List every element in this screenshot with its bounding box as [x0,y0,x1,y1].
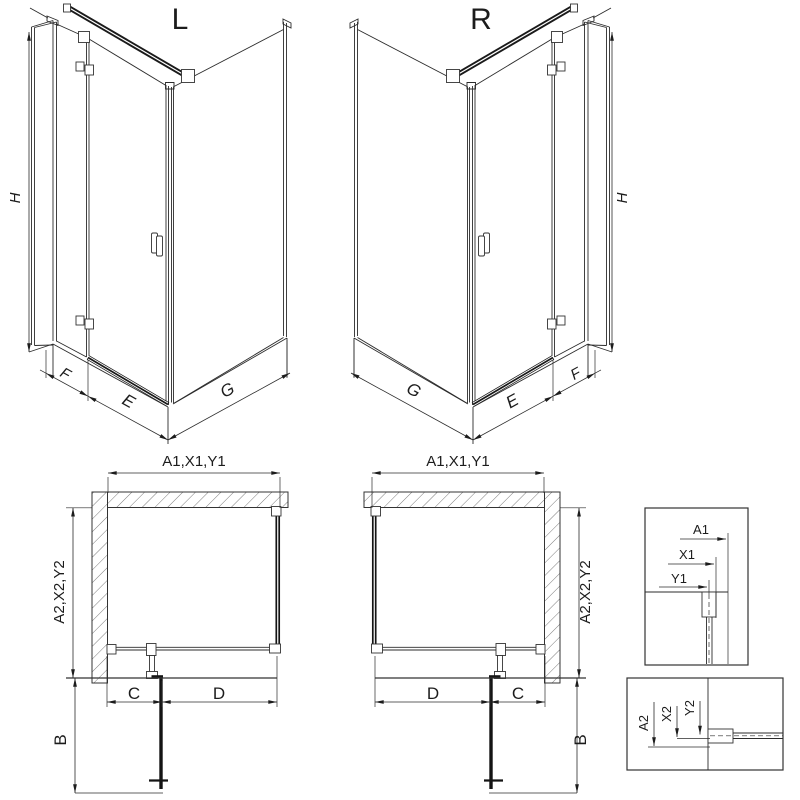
plan-left-a1-label: A1,X1,Y1 [162,453,226,470]
plan-right-top-wall [364,492,560,508]
plan-left-side-wall [92,492,108,683]
plan-left-b-label: B [51,734,70,746]
iso-left-title: L [171,3,189,36]
plan-right-d-label: D [426,684,440,703]
detail-depth-refs-box [627,678,783,770]
plan-right-view [364,453,594,793]
detail-a1-label: A1 [693,522,709,537]
iso-left-g-label: G [216,378,238,402]
iso-left-e-label: E [119,390,139,413]
iso-right-title: R [470,3,492,36]
detail-x1-label: X1 [679,547,695,562]
plan-right-side-wall [545,492,561,683]
iso-right-view [350,3,631,444]
plan-left-c-label: C [127,684,141,703]
plan-left-top-wall [92,492,288,508]
iso-geometry-left [29,4,291,444]
plan-left-view [51,453,288,793]
plan-left-a2-label: A2,X2,Y2 [51,560,68,624]
iso-right-f-label: F [567,364,584,384]
detail-width-refs-box [645,508,748,665]
iso-right-g-label: G [403,378,425,402]
detail-y2-label: Y2 [682,700,697,716]
iso-left-f-label: F [57,364,74,384]
plan-left-d-label: D [212,684,226,703]
iso-right-e-label: E [502,390,522,413]
iso-left-h-label: H [7,192,24,204]
detail-x2-label: X2 [659,706,674,722]
plan-right-a1-label: A1,X1,Y1 [426,453,490,470]
plan-right-c-label: C [511,684,525,703]
detail-a2-label: A2 [636,715,651,731]
plan-right-a2-label: A2,X2,Y2 [577,560,594,624]
iso-right-h-label: H [614,192,631,204]
detail-y1-label: Y1 [671,571,687,586]
plan-right-b-label: B [571,734,590,746]
iso-left-view [7,3,291,444]
